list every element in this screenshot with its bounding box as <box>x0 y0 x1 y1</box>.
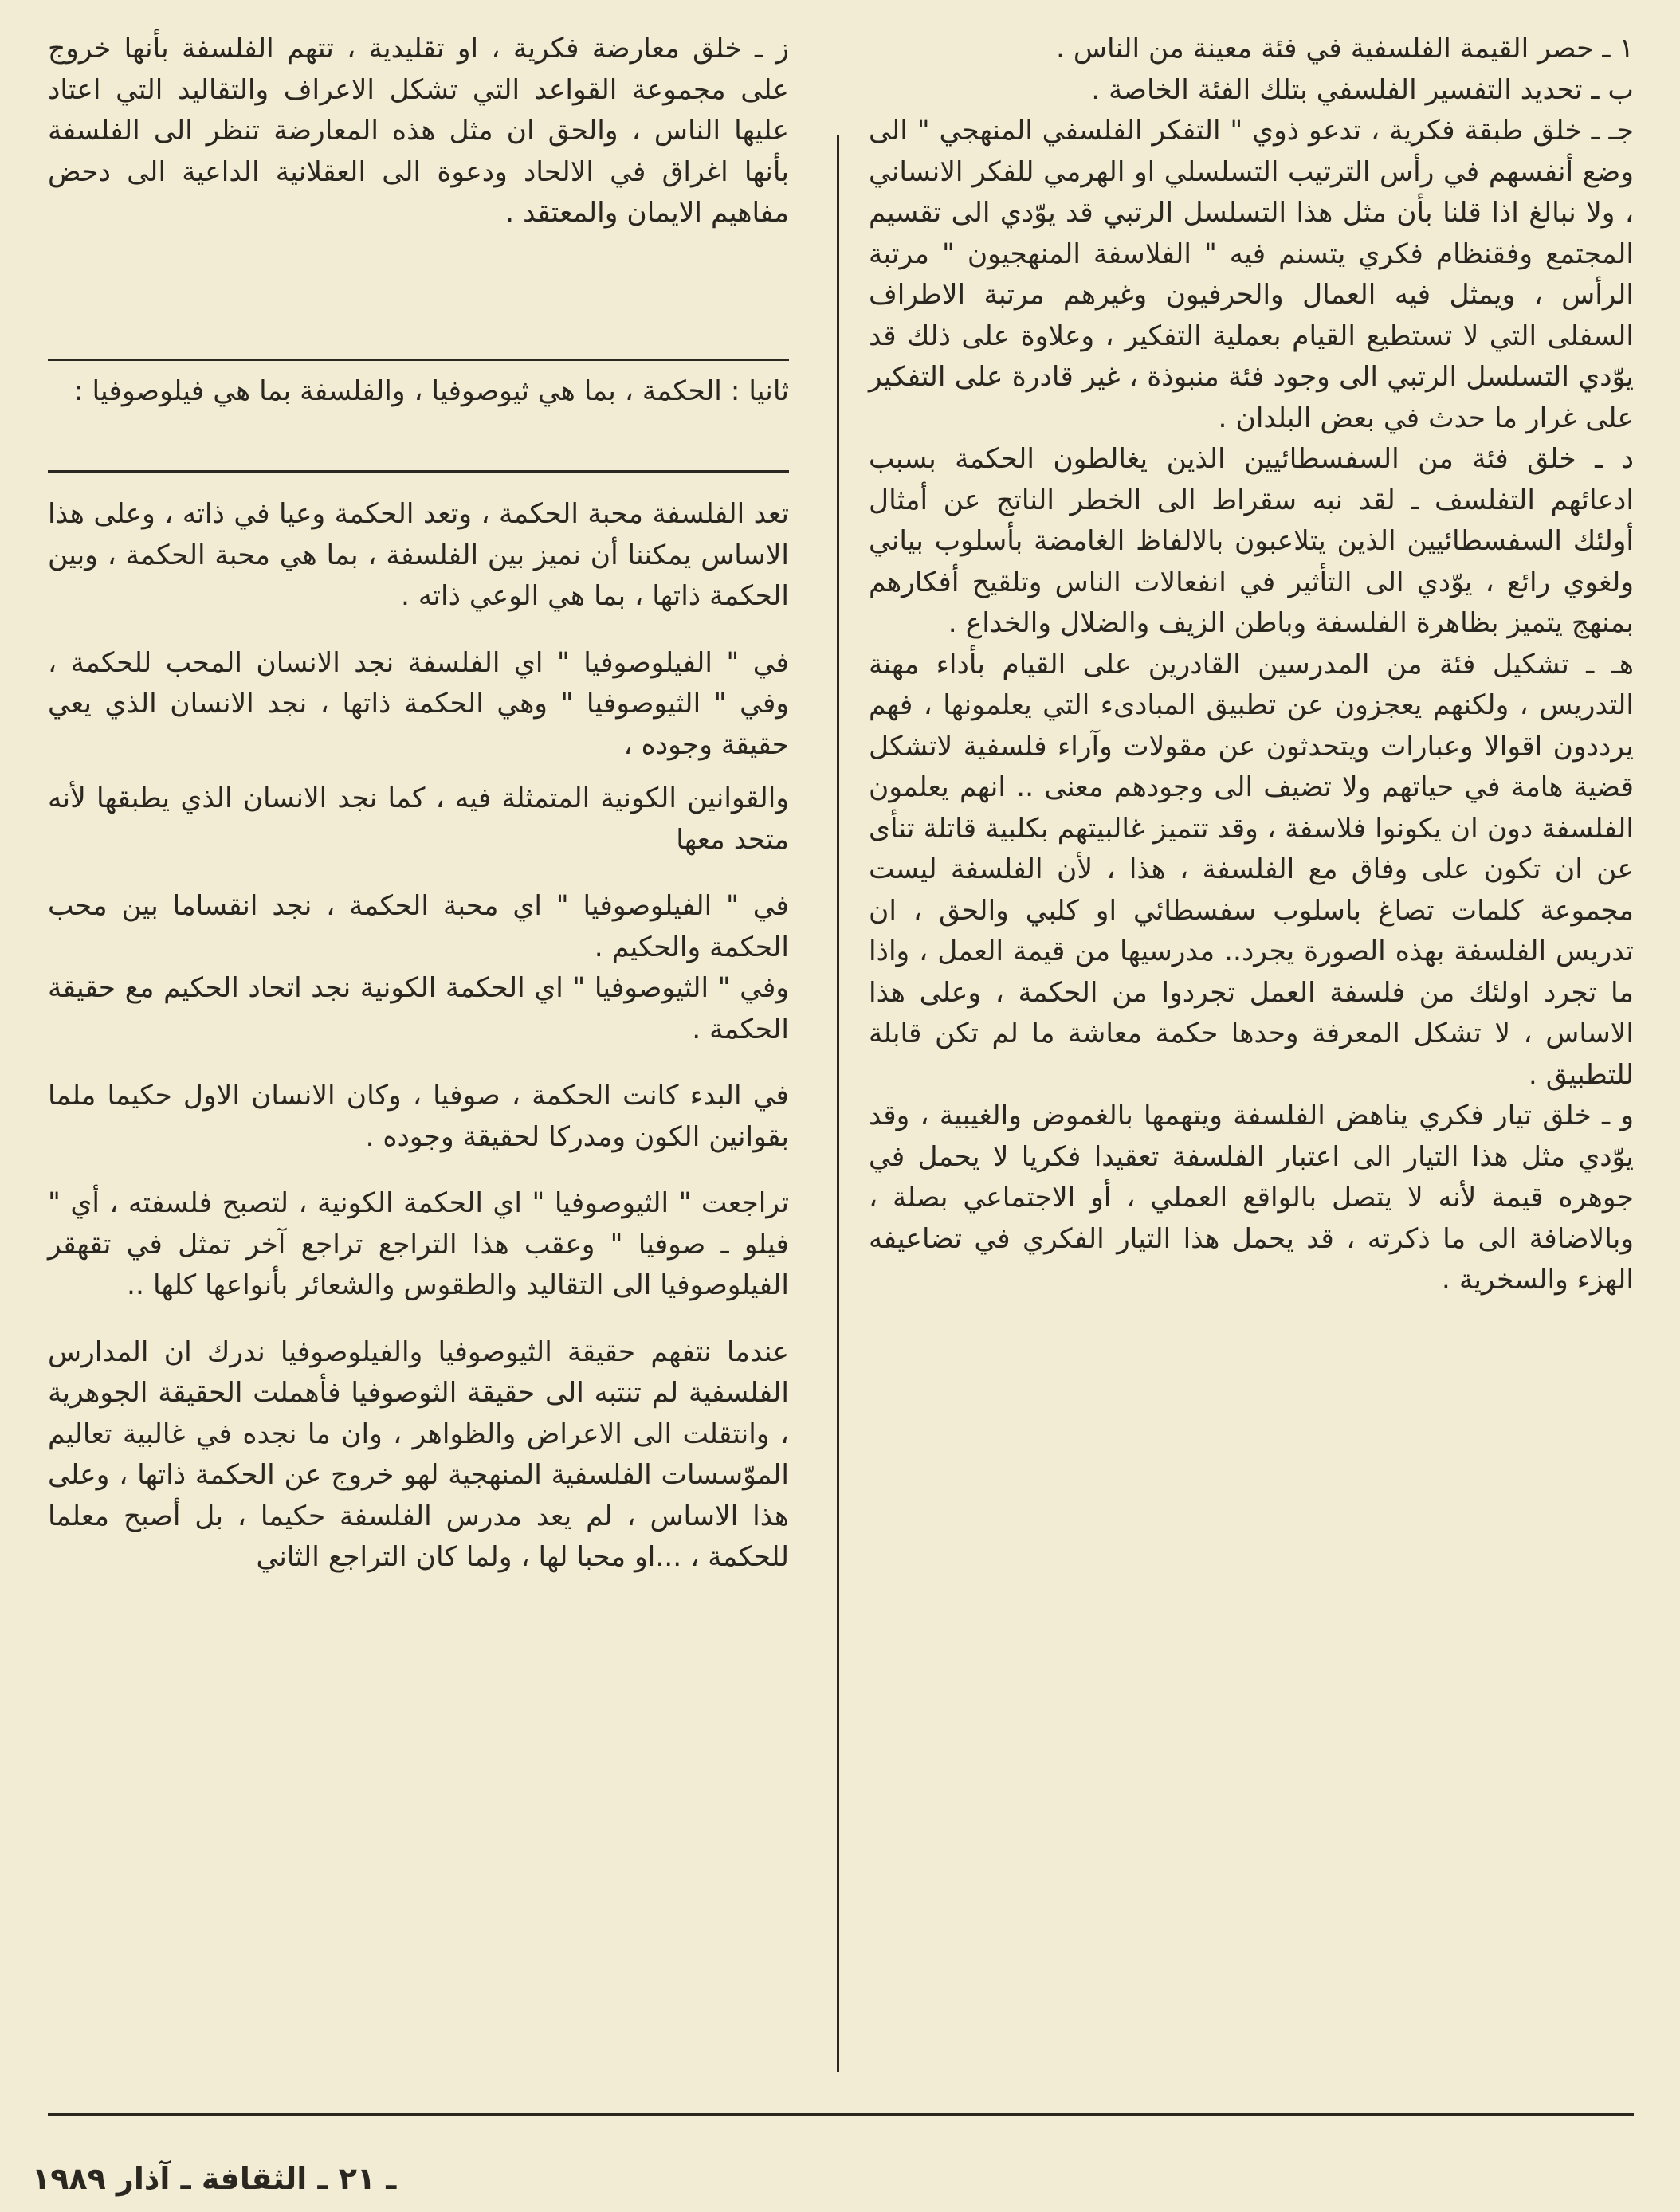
item-ha: هـ ـ تشكيل فئة من المدرسين القادرين على القيام بأداء مهنة التدريس ، ولكنهم يعجزون عن تطبيق المبادىء التي يعلمونها ، فهم يرددون اقوالا وعبارات ويتحدثون عن مقولات وآراء فلسفية لاتشكل قضية هامة في حياتهم ولا تضيف الى وجودهم معنى .. انهم يعلمون الفلسفة دون ان يكونوا فلاسفة ، وقد تتميز غالبيتهم بكلبية قاتلة تنأى عن ان تكون على وفاق مع الفلسفة ، هذا ، لأن الفلسفة ليست مجموعة كلمات تصاغ باسلوب سفسطائي او كلبي والحق ، ان تدريس الفلسفة بهذه الصورة يجرد.. مدرسيها من قيمة العمل ، واذا ما تجرد اولئك من فلسفة العمل تجردوا من الحكمة ، وعلى هذا الاساس ، لا تشكل المعرفة وحدها حكمة معاشة ما لم تكن قابلة للتطبيق . <box>869 648 1634 1091</box>
para-3: والقوانين الكونية المتمثلة فيه ، كما نجد الانسان الذي يطبقها لأنه متحد معها <box>48 782 789 856</box>
left-body <box>48 494 789 1579</box>
section-heading: ثانيا : الحكمة ، بما هي ثيوصوفيا ، والفلسفة بما هي فيلوصوفيا : <box>73 375 789 407</box>
para-4: في " الفيلوصوفيا " اي محبة الحكمة ، نجد انقساما بين محب الحكمة والحكيم . <box>48 890 789 963</box>
column-divider <box>837 135 839 2072</box>
para-6: في البدء كانت الحكمة ، صوفيا ، وكان الانسان الاول حكيما ملما بقوانين الكون ومدركا لحقيقة وجوده . <box>48 1080 789 1153</box>
item-jim: جـ ـ خلق طبقة فكرية ، تدعو ذوي " التفكر الفلسفي المنهجي " الى وضع أنفسهم في رأس الترتيب التسلسلي او الهرمي للفكر الانساني ، ولا نبالغ اذا قلنا بأن مثل هذا التسلسل الرتبي قد يوّدي الى تقسيم المجتمع وفقنظام فكري يتسنم فيه " الفلاسفة المنهجيون " مرتبة الرأس ، ويمثل فيه العمال والحرفيون وغيرهم مرتبة الاطراف السفلى التي لا تستطيع القيام بعملية التفكير ، وعلاوة على ذلك قد يوّدي التسلسل الرتبي الى وجود فئة منبوذة ، غير قادرة على التفكير على غرار ما حدث في بعض البلدان . <box>869 115 1634 434</box>
item-ba: ب ـ تحديد التفسير الفلسفي بتلك الفئة الخاصة . <box>1091 73 1634 106</box>
right-column <box>869 29 1634 1301</box>
page-footer: ـ ٢١ ـ الثقافة ـ آذار ١٩٨٩ <box>32 2161 397 2196</box>
document-page <box>48 24 1634 2159</box>
item-alif: ١ ـ حصر القيمة الفلسفية في فئة معينة من الناس . <box>1055 33 1634 65</box>
item-zay-block <box>48 29 789 234</box>
para-1: تعد الفلسفة محبة الحكمة ، وتعد الحكمة وعيا في ذاته ، وعلى هذا الاساس يمكننا أن نميز بين الفلسفة ، بما هي محبة الحكمة ، وبين الحكمة ذاتها ، بما هي الوعي ذاته . <box>48 498 789 612</box>
section-rule-bottom <box>48 470 789 473</box>
para-5: وفي " الثيوصوفيا " اي الحكمة الكونية نجد اتحاد الحكيم مع حقيقة الحكمة . <box>48 972 789 1045</box>
footer-rule <box>48 2113 1634 2116</box>
item-waw: و ـ خلق تيار فكري يناهض الفلسفة ويتهمها بالغموض والغيبية ، وقد يوّدي مثل هذا التيار الى اعتبار الفلسفة تعقيدا فكريا لا يحمل في جوهره قيمة لأنه لا يتصل بالواقع العملي ، أو الاجتماعي بصلة ، وبالاضافة الى ما ذكرته ، قد يحمل هذا التيار الفكري في تضاعيفه الهزء والسخرية . <box>869 1100 1634 1296</box>
left-column <box>48 24 789 2096</box>
para-7: تراجعت " الثيوصوفيا " اي الحكمة الكونية ، لتصبح فلسفته ، أي " فيلو ـ صوفيا " وعقب هذا التراجع تراجع آخر تمثل في تقهقر الفيلوصوفيا الى التقاليد والطقوس والشعائر بأنواعها كلها .. <box>48 1187 789 1301</box>
para-8: عندما نتفهم حقيقة الثيوصوفيا والفيلوصوفيا ندرك ان المدارس الفلسفية لم تنتبه الى حقيقة الثوصوفيا فأهملت الحقيقة الجوهرية ، وانتقلت الى الاعراض والظواهر ، وان ما نجده في غالبية تعاليم الموّسسات الفلسفية المنهجية لهو خروج عن الحكمة ذاتها ، وعلى هذا الاساس ، لم يعد مدرس الفلسفة حكيما ، بل أصبح معلما للحكمة ، ...او محبا لها ، ولما كان التراجع الثاني <box>48 1335 789 1573</box>
section-heading-block <box>48 371 789 413</box>
section-rule-top <box>48 359 789 361</box>
para-2: في " الفيلوصوفيا " اي الفلسفة نجد الانسان المحب للحكمة ، وفي " الثيوصوفيا " وهي الحكمة ذاتها ، نجد الانسان الذي يعي حقيقة وجوده ، <box>48 646 789 761</box>
item-zay: ز ـ خلق معارضة فكرية ، او تقليدية ، تتهم الفلسفة بأنها خروج على مجموعة القواعد التي تشكل الاعراف والتقاليد التي اعتاد عليها الناس ، والحق ان مثل هذه المعارضة تنظر الى الفلسفة بأنها اغراق في الالحاد ودعوة الى العقلانية الداعية الى دحض مفاهيم الايمان والمعتقد . <box>48 33 789 229</box>
item-dal: د ـ خلق فئة من السفسطائيين الذين يغالطون الحكمة بسبب ادعائهم التفلسف ـ لقد نبه سقراط الى الخطر الناتج عن أمثال أولئك السفسطائيين الذين يتلاعبون بالالفاظ الغامضة بأسلوب بياني ولغوي رائع ، يوّدي الى التأثير في انفعالات الناس وتلقيح أفكارهم بمنهج يتميز بظاهرة الفلسفة وباطن الزيف والضلال والخداع . <box>869 443 1634 639</box>
